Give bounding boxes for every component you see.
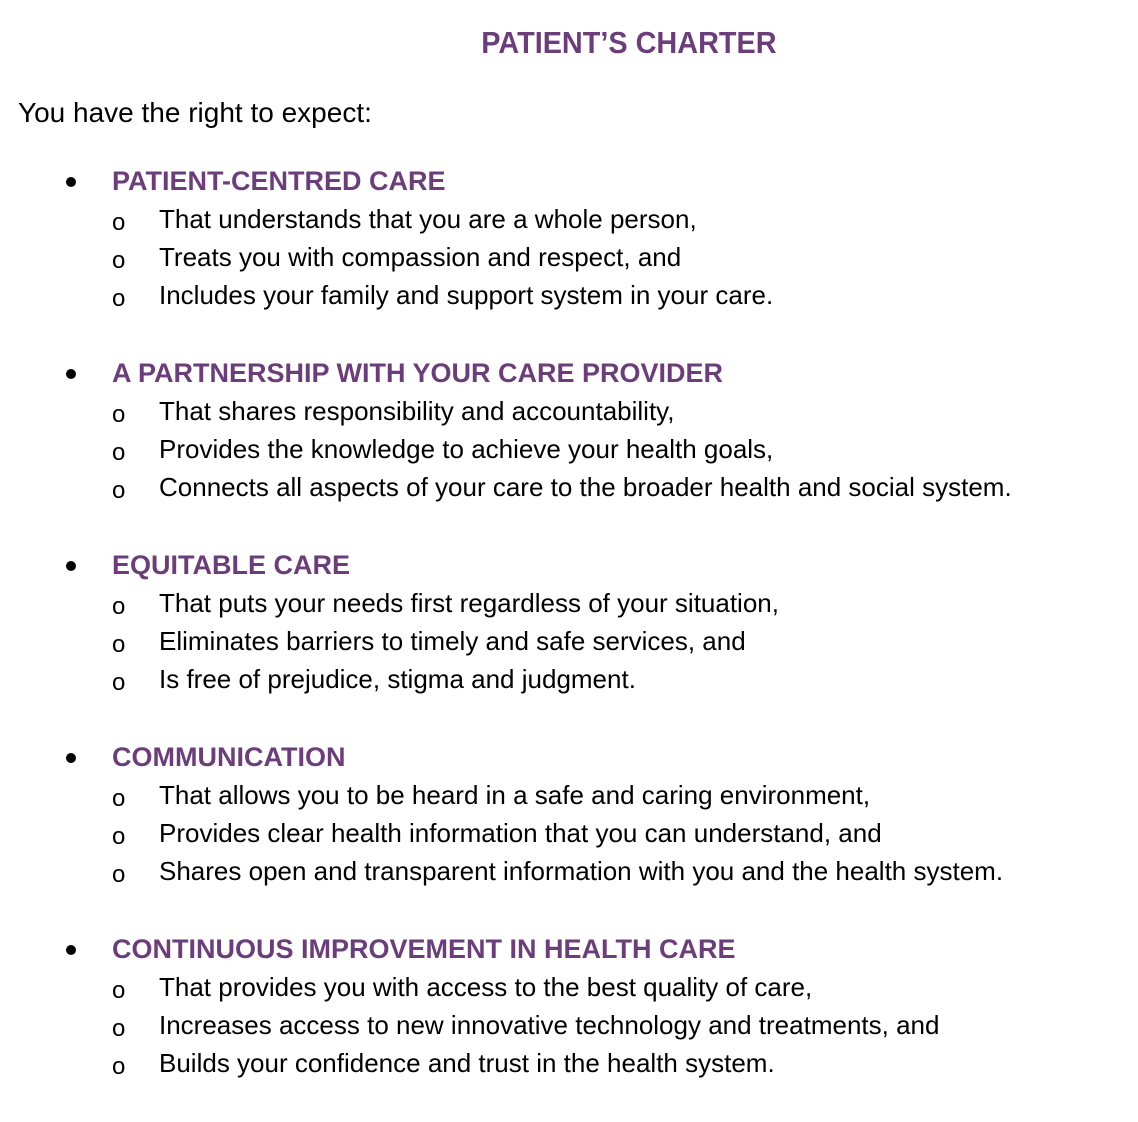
list-item-text: That provides you with access to the best quality of care, xyxy=(159,972,813,1002)
section-heading: A PARTNERSHIP WITH YOUR CARE PROVIDER xyxy=(112,358,724,388)
list-item xyxy=(0,662,1138,700)
sub-bullet-icon: o xyxy=(112,247,126,274)
intro-text: You have the right to expect: xyxy=(18,97,372,128)
list-item xyxy=(0,624,1138,662)
section-items xyxy=(0,202,1138,316)
sub-bullet-icon: o xyxy=(112,1015,126,1042)
list-item xyxy=(0,278,1138,316)
charter-section xyxy=(0,546,1138,738)
sub-bullet-icon: o xyxy=(112,823,126,850)
section-heading: CONTINUOUS IMPROVEMENT IN HEALTH CARE xyxy=(112,934,736,964)
sub-bullet-icon: o xyxy=(112,477,126,504)
list-item-text: That puts your needs first regardless of your situation, xyxy=(159,588,779,618)
list-item-text: Shares open and transparent information with you and the health system. xyxy=(159,856,1004,886)
list-item-text: Eliminates barriers to timely and safe services, and xyxy=(159,626,746,656)
charter-section xyxy=(0,162,1138,354)
bullet-icon xyxy=(66,561,76,571)
sub-bullet-icon: o xyxy=(112,401,126,428)
section-items xyxy=(0,970,1138,1084)
list-item-text: Builds your confidence and trust in the health system. xyxy=(159,1048,775,1078)
sub-bullet-icon: o xyxy=(112,669,126,696)
sub-bullet-icon: o xyxy=(112,861,126,888)
list-item xyxy=(0,778,1138,816)
charter-section xyxy=(0,930,1138,1122)
list-item-text: Provides clear health information that you can understand, and xyxy=(159,818,882,848)
list-item xyxy=(0,240,1138,278)
list-item-text: Increases access to new innovative technology and treatments, and xyxy=(159,1010,940,1040)
list-item-text: Is free of prejudice, stigma and judgment. xyxy=(159,664,636,694)
list-item-text: Provides the knowledge to achieve your health goals, xyxy=(159,434,774,464)
sub-bullet-icon: o xyxy=(112,785,126,812)
bullet-icon xyxy=(66,945,76,955)
section-heading: PATIENT-CENTRED CARE xyxy=(112,166,446,196)
bullet-icon xyxy=(66,753,76,763)
list-item xyxy=(0,1046,1138,1084)
sub-bullet-icon: o xyxy=(112,977,126,1004)
section-items xyxy=(0,394,1138,508)
sub-bullet-icon: o xyxy=(112,631,126,658)
list-item-text: Connects all aspects of your care to the broader health and social system. xyxy=(159,472,1012,502)
section-heading: COMMUNICATION xyxy=(112,742,346,772)
list-item-text: Treats you with compassion and respect, and xyxy=(159,242,682,272)
list-item xyxy=(0,970,1138,1008)
list-item xyxy=(0,854,1138,892)
page-title: PATIENT’S CHARTER xyxy=(481,25,777,60)
section-items xyxy=(0,586,1138,700)
sub-bullet-icon: o xyxy=(112,593,126,620)
sub-bullet-icon: o xyxy=(112,439,126,466)
list-item xyxy=(0,432,1138,470)
bullet-icon xyxy=(66,369,76,379)
bullet-icon xyxy=(66,177,76,187)
list-item xyxy=(0,202,1138,240)
list-item-text: Includes your family and support system in your care. xyxy=(159,280,774,310)
list-item xyxy=(0,586,1138,624)
list-item-text: That allows you to be heard in a safe and caring environment, xyxy=(159,780,871,810)
list-item xyxy=(0,816,1138,854)
sub-bullet-icon: o xyxy=(112,285,126,312)
section-heading: EQUITABLE CARE xyxy=(112,550,351,580)
charter-section xyxy=(0,738,1138,930)
list-item-text: That understands that you are a whole person, xyxy=(159,204,697,234)
list-item xyxy=(0,470,1138,508)
sub-bullet-icon: o xyxy=(112,209,126,236)
list-item xyxy=(0,1008,1138,1046)
list-item xyxy=(0,394,1138,432)
charter-section xyxy=(0,354,1138,546)
sub-bullet-icon: o xyxy=(112,1053,126,1080)
section-items xyxy=(0,778,1138,892)
list-item-text: That shares responsibility and accountability, xyxy=(159,396,675,426)
charter-sections xyxy=(0,162,1138,1122)
